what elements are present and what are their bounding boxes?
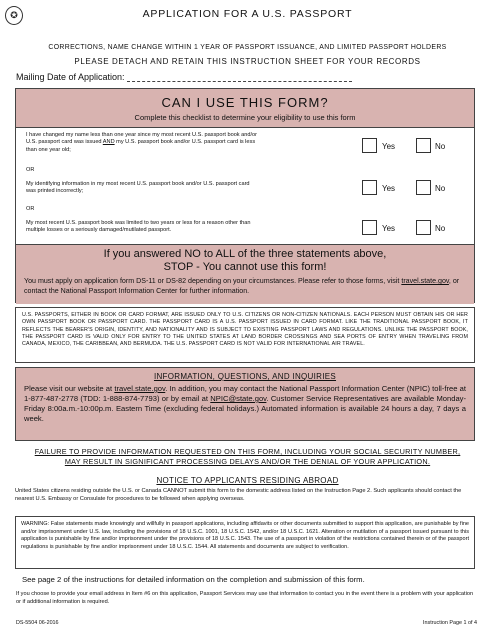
form-title: APPLICATION FOR A U.S. PASSPORT (142, 8, 353, 20)
q1-no-checkbox[interactable] (416, 138, 431, 153)
q3-no-checkbox[interactable] (416, 220, 431, 235)
information-title: INFORMATION, QUESTIONS, AND INQUIRIES (153, 372, 337, 381)
page-number: Instruction Page 1 of 4 (423, 620, 477, 626)
form-number: DS-5504 06-2016 (16, 620, 59, 626)
no-label: No (435, 142, 446, 151)
stop-title: If you answered NO to ALL of the three statements above, STOP - You cannot use this form! (103, 248, 387, 274)
stop-notice (16, 244, 474, 304)
email-notice: If you choose to provide your email address in Item #6 on this application, Passport Services may use that information to contact you in the event there is a problem with your application or if additional information is required. (16, 591, 474, 605)
information-section (15, 367, 475, 441)
passport-eligibility-notice: U.S. PASSPORTS, EITHER IN BOOK OR CARD FORMAT, ARE ISSUED ONLY TO U.S. CITIZENS OR NON-CITIZEN NATIONALS. EACH PERSON MUST OBTAIN HIS OR HER OWN PASSPORT BOOK OR PASSPORT CARD. THE PASSPORT CARD IS A U.S. PASSPORT ISSUED IN CARD FORMAT. LIKE THE TRADITIONAL PASSPORT BOOK, IT REFLECTS THE BEARER'S ORIGIN, IDENTITY, AND NATIONALITY AND IS SUBJECT TO EXISTING PASSPORT LAWS AND REGULATIONS. UNLIKE THE PASSPORT BOOK, THE PASSPORT CARD IS VALID ONLY FOR ENTRY TO THE UNITED STATES AT LAND BORDER CROSSINGS AND SEA PORTS OF ENTRY WHEN TRAVELING FROM CANADA, MEXICO, THE CARIBBEAN, AND BERMUDA. THE U.S. PASSPORT CARD IS NOT VALID FOR INTERNATIONAL AIR TRAVEL. (15, 307, 475, 363)
npic-email-link[interactable]: NPIC@state.gov (210, 394, 267, 404)
abroad-notice-body: United States citizens residing outside the U.S. or Canada CANNOT submit this form to the domestic address listed on the Instruction Page 2. Such applicants should contact the nearest U.S. Embassy or Consulate for procedures to be followed when applying overseas. (15, 488, 462, 502)
travel-state-gov-link[interactable]: travel.state.gov (401, 277, 449, 286)
warning-box: WARNING: False statements made knowingly and willfully in passport applications, including affidavits or other documents submitted to support this application, are punishable by fine and/or imprisonment under U.S. law, including the provisions of 18 U.S.C. 1001, 18 U.S.C. 1542, and/or 18 U.S.C. 1621. Alteration or mutilation of a passport issued pursuant to this application is punishable by fine and/or imprisonment under the provisions of 18 U.S.C. 1543. The use of a passport in violation of the restrictions contained therein or of the passport regulations is punishable by fine and/or imprisonment under 18 U.S.C. 1544. All statements and documents are subject to verification. (15, 516, 475, 569)
stop-body: You must apply on application form DS-11 or DS-82 depending on your circumstances. Please refer to those forms, visit travel.state.gov, or contact the National Passport Information Center for further information. (24, 277, 460, 295)
q2-yes-checkbox[interactable] (362, 180, 377, 195)
yes-label: Yes (382, 142, 396, 151)
mailing-date-label: Mailing Date of Application: (16, 72, 125, 82)
statement-printed-incorrectly: My identifying information in my most recent U.S. passport book and/or U.S. passport card was printed incorrectly; (26, 181, 250, 195)
see-page-note: See page 2 of the instructions for detailed information on the completion and submission of this form. (22, 575, 365, 584)
checklist-subtitle: Complete this checklist to determine your eligibility to use this form (134, 113, 356, 122)
state-department-seal-icon: ✪ (5, 6, 23, 25)
mailing-date-field[interactable] (127, 72, 352, 82)
or-separator: OR (26, 167, 35, 173)
no-label: No (435, 224, 446, 233)
yes-label: Yes (382, 184, 396, 193)
mailing-date-row (16, 72, 352, 82)
checklist-header (16, 89, 474, 128)
statement-limited-passport: My most recent U.S. passport book was limited to two years or less for a reason other than multiple losses or a seriously damaged/mutilated passport. (26, 220, 251, 234)
failure-notice: FAILURE TO PROVIDE INFORMATION REQUESTED ON THIS FORM, INCLUDING YOUR SOCIAL SECURITY NUMBER, MAY RESULT IN SIGNIFICANT PROCESSING DELAYS AND/OR THE DENIAL OF YOUR APPLICATION. (34, 447, 461, 466)
information-body: Please visit our website at travel.state.gov. In addition, you may contact the National Passport Information Center (NPIC) toll-free at 1-877-487-2778 (TDD: 1-888-874-7793) or by email at NPIC@state.gov. Customer Service Representatives are available Monday-Friday 8:00a.m.-10:00p.m. Eastern Time (excluding federal holidays.) Automated information is available 24 hours a day, 7 days a week. (24, 384, 467, 424)
statement-name-change: I have changed my name less than one year since my most recent U.S. passport book and/or U.S. passport card was issued AND my U.S. passport book and/or U.S. passport card is less than one year old; (26, 132, 258, 153)
yes-label: Yes (382, 224, 396, 233)
q1-yes-checkbox[interactable] (362, 138, 377, 153)
q2-no-checkbox[interactable] (416, 180, 431, 195)
travel-state-gov-link[interactable]: travel.state.gov (114, 384, 166, 393)
no-label: No (435, 184, 446, 193)
abroad-notice-title: NOTICE TO APPLICANTS RESIDING ABROAD (156, 476, 339, 485)
detach-instruction: PLEASE DETACH AND RETAIN THIS INSTRUCTION SHEET FOR YOUR RECORDS (74, 57, 421, 66)
q3-yes-checkbox[interactable] (362, 220, 377, 235)
or-separator: OR (26, 206, 35, 212)
checklist-title: CAN I USE THIS FORM? (161, 95, 329, 110)
form-subtitle: CORRECTIONS, NAME CHANGE WITHIN 1 YEAR OF PASSPORT ISSUANCE, AND LIMITED PASSPORT HOLDERS (48, 44, 447, 51)
eligibility-checklist (15, 88, 475, 303)
